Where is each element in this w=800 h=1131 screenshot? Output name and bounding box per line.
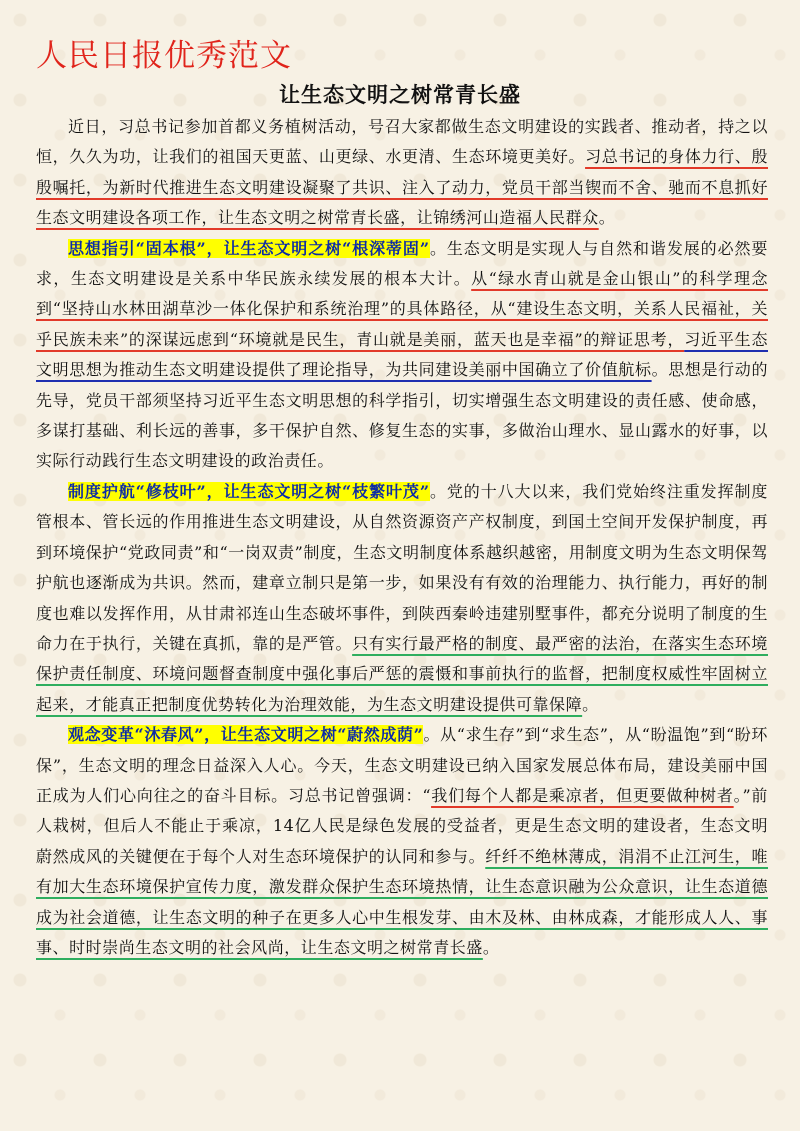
p2-text-1: 。生态文明是实现人与自然和谐发展的必然要求，生态文明建设是关系中华民族永续发展的根本大计。 — [36, 238, 768, 289]
p3-highlight-heading: 制度护航“修枝叶”，让生态文明之树“枝繁叶茂” — [68, 481, 430, 501]
paragraph-1 — [36, 112, 768, 234]
p4-highlight-heading: 观念变革“沐春风”，让生态文明之树“蔚然成荫” — [68, 725, 424, 745]
p1-underline-red: 习总书记的身体力行、殷殷嘱托，为新时代推进生态文明建设凝聚了共识、注入了动力，党员干部当锲而不舍、驰而不息抓好生态文明建设各项工作，让生态文明之树常青长盛，让锦绣河山造福人民群众 — [36, 147, 768, 228]
paragraph-3 — [36, 477, 768, 720]
p4-text-2: 。”前人栽树，但后人不能止于乘凉，14亿人民是绿色发展的受益者，更是生态文明的建设者，生态文明蔚然成风的关键便在于每个人对生态环境保护的认同和参与。 — [36, 785, 768, 866]
p4-underline-green: 纤纤不绝林薄成，涓涓不止江河生，唯有加大生态环境保护宣传力度，激发群众保护生态环境热情，让生态意识融为公众意识，让生态道德成为社会道德，让生态文明的种子在更多人心中生根发芽、由木及林、由林成森，才能形成人人、事事、时时崇尚生态文明的社会风尚，让生态文明之树常青长盛 — [36, 846, 768, 957]
banner-title: 人民日报优秀范文 — [36, 38, 292, 74]
p4-underline-red: 我们每个人都是乘凉者，但更要做种树者 — [431, 785, 734, 805]
p1-text-2: 。 — [598, 208, 616, 228]
p2-underline-red: 从“绿水青山就是金山银山”的科学理念到“坚持山水林田湖草沙一体化保护和系统治理”的具体路径，从“建设生态文明，关系人民福祉，关乎民族未来”的深谋远虑到“环境就是民生，青山就是美丽，蓝天也是幸福”的辩证思考， — [36, 269, 768, 349]
p2-text-2: 。思想是行动的先导，党员干部须坚持习近平生态文明思想的科学指引，切实增强生态文明建设的责任感、使命感，多谋打基础、利长远的善事，多干保护自然、修复生态的实事，多做治山理水、显山露水的好事，以实际行动践行生态文明建设的政治责任。 — [36, 360, 768, 471]
article-body — [36, 112, 768, 963]
p4-text-1: 。从“求生存”到“求生态”，从“盼温饱”到“盼环保”，生态文明的理念日益深入人心。今天，生态文明建设已纳入国家发展总体布局，建设美丽中国正成为人们心向往之的奋斗目标。习总书记曾强调：“ — [36, 725, 768, 805]
p3-text-2: 。 — [582, 694, 599, 714]
p3-underline-green: 只有实行最严格的制度、最严密的法治，在落实生态环境保护责任制度、环境问题督查制度中强化事后严惩的震慑和事前执行的监督，把制度权威性牢固树立起来，才能真正把制度优势转化为治理效能，为生态文明建设提供可靠保障 — [36, 633, 768, 714]
p2-highlight-heading: 思想指引“固本根”，让生态文明之树“根深蒂固” — [68, 238, 430, 258]
paragraph-2 — [36, 234, 768, 477]
article-title: 让生态文明之树常青长盛 — [279, 82, 521, 107]
paragraph-4 — [36, 720, 768, 963]
p3-text-1: 。党的十八大以来，我们党始终注重发挥制度管根本、管长远的作用推进生态文明建设，从自然资源资产产权制度，到国土空间开发保护制度，再到环境保护“党政同责”和“一岗双责”制度，生态文明制度体系越织越密，用制度文明为生态文明保驾护航也逐渐成为共识。然而，建章立制只是第一步，如果没有有效的治理能力、执行能力，再好的制度也难以发挥作用，从甘肃祁连山生态破坏事件，到陕西秦岭违建别墅事件，都充分说明了制度的生命力在于执行，关键在真抓，靠的是严管。 — [36, 481, 768, 653]
p2-underline-blue: 习近平生态文明思想为推动生态文明建设提供了理论指导，为共同建设美丽中国确立了价值航标 — [36, 329, 768, 380]
p1-text-1: 近日，习总书记参加首都义务植树活动，号召大家都做生态文明建设的实践者、推动者，持之以恒，久久为功，让我们的祖国天更蓝、山更绿、水更清、生态环境更美好。 — [36, 117, 768, 167]
p4-text-3: 。 — [482, 937, 500, 957]
